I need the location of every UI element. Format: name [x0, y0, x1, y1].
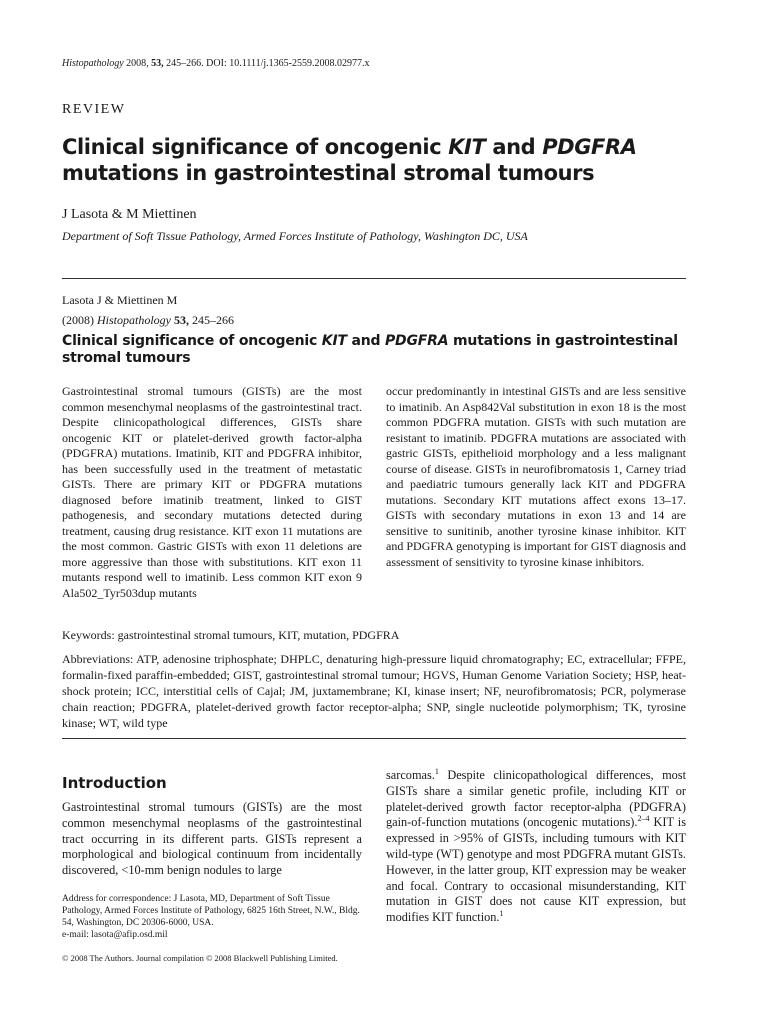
- divider-top: [62, 278, 686, 279]
- citation-volume: 53,: [174, 313, 189, 327]
- correspondence-address: [62, 893, 368, 941]
- citation-pages: 245–266: [192, 313, 234, 327]
- journal-volume: 53,: [151, 58, 164, 69]
- subtitle-pdgfra: PDGFRA: [385, 333, 449, 349]
- citation-year: (2008): [62, 313, 94, 327]
- title-and: and: [485, 135, 543, 159]
- citation-authors: Lasota J & Miettinen M: [62, 293, 178, 307]
- title-pdgfra: PDGFRA: [542, 135, 637, 159]
- title-kit: KIT: [448, 135, 486, 159]
- ref-3: 1: [499, 909, 504, 919]
- ref-1: 1: [434, 766, 439, 776]
- intro-col-2: [386, 768, 686, 926]
- journal-header: [62, 58, 370, 69]
- subtitle-kit: KIT: [321, 333, 347, 349]
- keywords: Keywords: gastrointestinal stromal tumours, KIT, mutation, PDGFRA: [62, 628, 400, 642]
- address-email: e-mail: lasota@afip.osd.mil: [62, 930, 168, 940]
- abstract-col-2: occur predominantly in intestinal GISTs and are less sensitive to imatinib. An Asp842Val substitution in exon 18 is the most common PDGFRA mutation. GISTs with such mutation are resistant to imatinib. PDGFRA mutations are associated with gastric GISTs, epithelioid morphology and a less malignant course of disease. GISTs in neurofibromatosis 1, Carney triad and paediatric tumours generally lack KIT and PDGFRA mutations. Secondary KIT mutations affect exons 13–17. GISTs with secondary mutations in exon 13 and 14 are sensitive to sunitinib, another tyrosine kinase inhibitor. KIT and PDGFRA genotyping is important for GIST diagnosis and assessment of sensitivity to tyrosine kinase inhibitors.: [386, 384, 686, 569]
- abstract-title: [62, 333, 682, 367]
- journal-doi: 245–266. DOI: 10.1111/j.1365-2559.2008.02977.x: [166, 58, 370, 69]
- authors: J Lasota & M Miettinen: [62, 207, 197, 222]
- ref-2: 2–4: [637, 814, 650, 824]
- abstract-col-1: Gastrointestinal stromal tumours (GISTs) are the most common mesenchymal neoplasms of the gastrointestinal tract. Despite clinicopathological differences, GISTs share oncogenic KIT or platelet-derived growth factor-alpha (PDGFRA) mutations. Imatinib, KIT and PDGFRA inhibitor, has been successfully used in the treatment of metastatic GISTs. There are primary KIT or PDGFRA mutations diagnosed before imatinib treatment, linked to GIST pathogenesis, and secondary mutations detected during treatment, causing drug resistance. KIT exon 11 mutations are the most common. Gastric GISTs with exon 11 deletions are more aggressive than those with substitutions. KIT exon 11 mutants respond well to imatinib. Less common KIT exon 9 Ala502_Tyr503dup mutants: [62, 384, 362, 600]
- journal-name: Histopathology: [62, 58, 124, 69]
- subtitle-part2: mutations in gastrointestinal stromal tumours: [62, 333, 678, 366]
- title-part2: mutations in gastrointestinal stromal tumours: [62, 161, 595, 185]
- journal-year: 2008,: [126, 58, 149, 69]
- address-line: Address for correspondence: J Lasota, MD, Department of Soft Tissue Pathology, Armed Forces Institute of Pathology, 6825 16th Street, N.W., Bldg. 54, Washington, DC 20306-6000, USA.: [62, 894, 360, 928]
- divider-bottom: [62, 738, 686, 739]
- title-part1: Clinical significance of oncogenic: [62, 135, 449, 159]
- intro-col2-a: sarcomas.: [386, 768, 435, 782]
- copyright: © 2008 The Authors. Journal compilation © 2008 Blackwell Publishing Limited.: [62, 953, 338, 963]
- subtitle-and: and: [346, 333, 385, 349]
- article-title: [62, 134, 722, 186]
- introduction-heading: Introduction: [62, 774, 167, 792]
- intro-col-1: Gastrointestinal stromal tumours (GISTs) are the most common mesenchymal neoplasms of the gastrointestinal tract occurring in its different parts. GISTs represent a morphological and biological continuum from incidentally discovered, <10-mm benign nodules to large: [62, 800, 362, 878]
- citation-journal: Histopathology: [97, 313, 171, 327]
- affiliation: Department of Soft Tissue Pathology, Armed Forces Institute of Pathology, Washington DC, USA: [62, 229, 528, 243]
- citation-line: [62, 313, 234, 328]
- subtitle-part1: Clinical significance of oncogenic: [62, 333, 322, 349]
- abbreviations: Abbreviations: ATP, adenosine triphosphate; DHPLC, denaturing high-pressure liquid chromatography; EC, extracellular; FFPE, formalin-fixed paraffin-embedded; GIST, gastrointestinal stromal tumour; HGVS, Human Genome Variation Society; HSP, heat-shock protein; ICC, interstitial cells of Cajal; JM, juxtamembrane; KI, kinase insert; NF, neurofibromatosis; PCR, polymerase chain reaction; PDGFRA, platelet-derived growth factor receptor-alpha; SNP, single nucleotide polymorphism; TK, tyrosine kinase; WT, wild type: [62, 652, 686, 730]
- section-label: REVIEW: [62, 102, 126, 117]
- intro-col2-c: KIT is expressed in >95% of GISTs, including tumours with KIT wild-type (WT) genotype and most PDGFRA mutant GISTs. However, in the latter group, KIT expression may be weaker and focal. Contrary to occasional misunderstanding, KIT mutation in GIST does not cause KIT expression, but modifies KIT function.: [386, 815, 686, 925]
- intro-col2-b: Despite clinicopathological differences, most GISTs share a similar genetic profile, including KIT or platelet-derived growth factor receptor-alpha (PDGFRA) gain-of-function mutations (oncogenic mutations).: [386, 768, 686, 830]
